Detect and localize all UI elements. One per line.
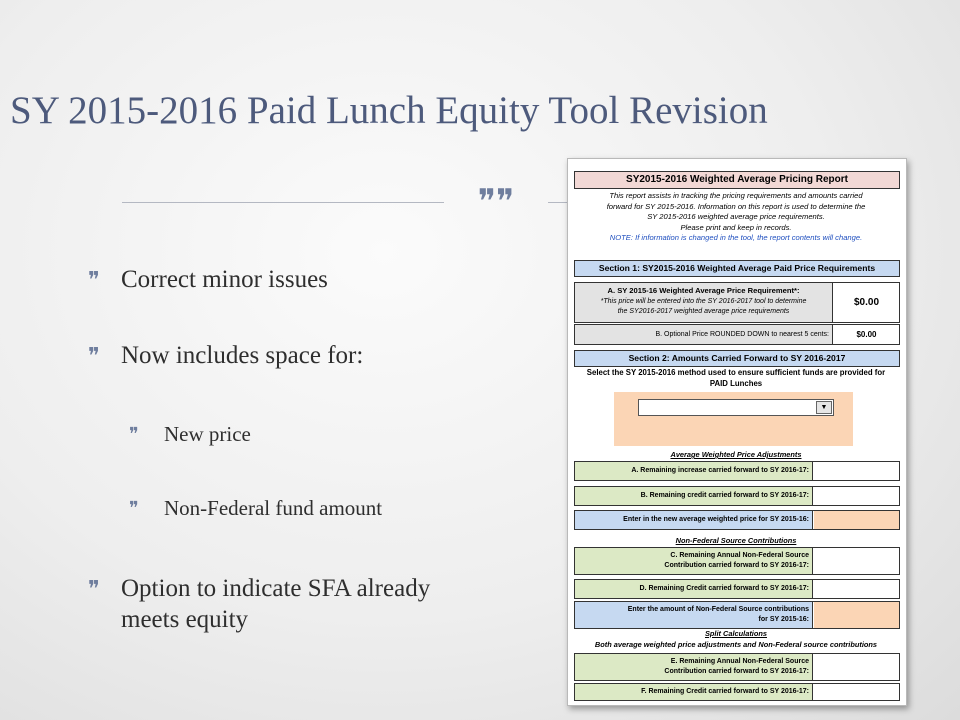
nonfed-amount-input[interactable] [814, 602, 899, 628]
row-value-cell [814, 684, 899, 700]
curl-bullet-icon: ❞ [129, 498, 139, 518]
intro-line: forward for SY 2015-2016. Information on this report is used to determine the [606, 201, 866, 211]
rounded-price-label: B. Optional Price ROUNDED DOWN to nearest 5 cents: [575, 325, 833, 344]
chevron-down-icon[interactable]: ▼ [816, 401, 832, 414]
sub-bullet-text: New price [164, 422, 251, 446]
nonfed-header: Non-Federal Source Contributions [675, 536, 797, 545]
section2-header: Section 2: Amounts Carried Forward to SY 2016-2017 [574, 350, 900, 367]
curl-ornament-icon: ❞❞ [477, 184, 515, 221]
intro-note: NOTE: If information is changed in the tool, the report contents will change. [609, 233, 863, 243]
row-label: F. Remaining Credit carried forward to SY 2016-17: [575, 684, 813, 700]
sub-bullet-text: Non-Federal fund amount [164, 496, 383, 520]
row-new-weighted-price [574, 510, 900, 530]
split-note: Both average weighted price adjustments and Non-Federal source contributions [594, 640, 878, 649]
row-split-credit [574, 683, 900, 701]
curl-bullet-icon: ❞ [88, 576, 100, 601]
sub-bullet-item [88, 420, 251, 448]
prompt-line: PAID Lunches [709, 379, 763, 388]
sub-bullet-item [88, 494, 382, 522]
intro-line: This report assists in tracking the pricing requirements and amounts carried [609, 191, 863, 200]
bullet-text: Correct minor issues [121, 266, 328, 293]
bullet-text: Option to indicate SFA already meets equity [121, 575, 431, 633]
new-price-input[interactable] [814, 511, 899, 529]
row-label: E. Remaining Annual Non-Federal Source Contribution carried forward to SY 2016-17: [575, 654, 813, 680]
slide-title: SY 2015-2016 Paid Lunch Equity Tool Revision [10, 89, 768, 132]
row-value-cell [814, 654, 899, 680]
bullet-item [88, 340, 363, 371]
title-rule-left [122, 202, 444, 203]
row-label: C. Remaining Annual Non-Federal Source Contribution carried forward to SY 2016-17: [575, 548, 813, 574]
row-value-cell [814, 462, 899, 480]
curl-bullet-icon: ❞ [88, 343, 100, 368]
rounded-price-value: $0.00 [856, 330, 877, 339]
price-requirement-value: $0.00 [853, 297, 880, 308]
row-value-cell [814, 487, 899, 505]
row-value-cell [814, 548, 899, 574]
method-select-prompt [574, 367, 898, 389]
split-header: Split Calculations [704, 629, 767, 638]
section1-header: Section 1: SY2015-2016 Weighted Average Paid Price Requirements [574, 260, 900, 277]
report-intro [574, 191, 898, 244]
price-footnote: the SY2016-2017 weighted average price requirements [617, 308, 790, 315]
row-nonfed-credit [574, 579, 900, 599]
intro-line: Please print and keep in records. [680, 222, 792, 232]
rounded-price-box [574, 324, 900, 345]
row-remaining-increase [574, 461, 900, 481]
bullet-text: Now includes space for: [121, 342, 364, 369]
curl-bullet-icon: ❞ [88, 267, 100, 292]
method-dropdown[interactable] [638, 399, 834, 416]
curl-bullet-icon: ❞ [129, 424, 139, 444]
title-rule-right [548, 202, 568, 203]
row-value-cell [814, 580, 899, 598]
row-label: Enter the amount of Non-Federal Source contributions for SY 2015-16: [575, 602, 813, 628]
prompt-line: Select the SY 2015-2016 method used to ensure sufficient funds are provided for [586, 368, 886, 377]
row-label: D. Remaining Credit carried forward to SY 2016-17: [575, 580, 813, 598]
price-requirement-title: A. SY 2015-16 Weighted Average Price Requirement*: [607, 286, 800, 295]
row-nonfed-contribution [574, 547, 900, 575]
price-footnote: *This price will be entered into the SY 2016-2017 tool to determine [600, 298, 807, 305]
method-dropdown-area [614, 392, 853, 446]
row-label: Enter in the new average weighted price for SY 2015-16: [575, 511, 813, 529]
row-label: A. Remaining increase carried forward to SY 2016-17: [575, 462, 813, 480]
intro-line: SY 2015-2016 weighted average price requirements. [647, 212, 825, 222]
price-requirement-box [574, 282, 900, 323]
row-split-contribution [574, 653, 900, 681]
row-remaining-credit [574, 486, 900, 506]
bullet-item [88, 573, 481, 635]
bullet-item [88, 264, 328, 295]
row-nonfed-amount [574, 601, 900, 629]
price-requirement-label [575, 283, 833, 322]
avg-adjustments-header: Average Weighted Price Adjustments [670, 450, 802, 459]
report-screenshot [567, 158, 907, 706]
report-title: SY2015-2016 Weighted Average Pricing Report [574, 171, 900, 189]
row-label: B. Remaining credit carried forward to SY 2016-17: [575, 487, 813, 505]
